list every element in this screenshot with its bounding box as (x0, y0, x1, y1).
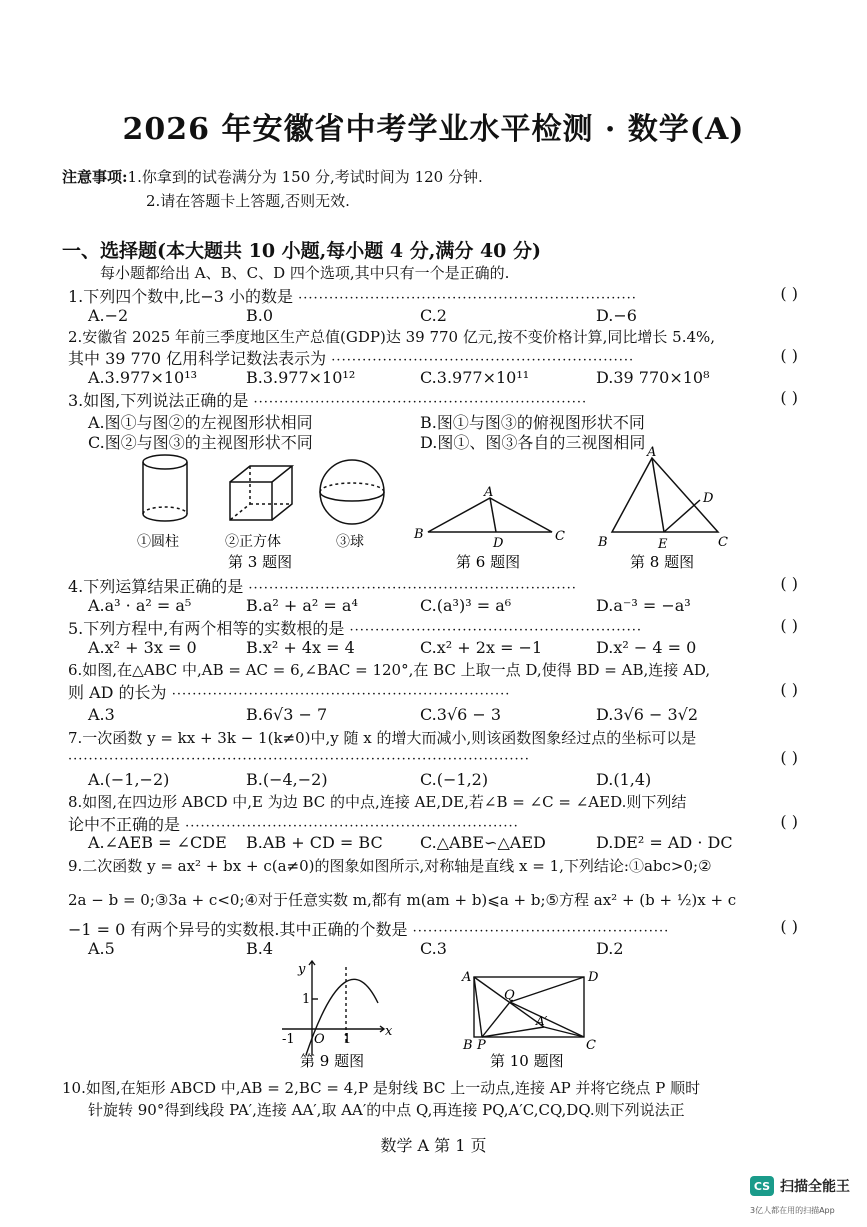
q2-option-c: C.3.977×10¹¹ (420, 368, 530, 387)
rectangle-fig10 (474, 977, 584, 1037)
q6-option-b: B.6√3 − 7 (246, 705, 328, 724)
fig10-label-a: A (462, 970, 472, 985)
caption-fig8: 第 8 题图 (630, 553, 695, 571)
notice-label: 注意事项: (62, 168, 128, 186)
watermark-text: 扫描全能王 (780, 1179, 850, 1195)
fig6-label-b: B (414, 527, 424, 542)
q6-option-d: D.3√6 − 3√2 (596, 705, 699, 724)
q9-stem-2: 2a − b = 0;③3a + c<0;④对于任意实数 m,都有 m(am + b)⩽a + b;⑤方程 ax² + (b + ½)x + c (68, 891, 737, 909)
q5-stem: 5.下列方程中,有两个相等的实数根的是 (68, 619, 345, 638)
q1-option-b: B.0 (246, 306, 274, 325)
q3-stem-line: 3.如图,下列说法正确的是 ································································· ( ) (68, 388, 798, 410)
q5-option-d: D.x² − 4 = 0 (596, 638, 697, 657)
q5-stem-line: 5.下列方程中,有两个相等的实数根的是 ························································· ( ) (68, 616, 798, 638)
q9-option-b: B.4 (246, 939, 274, 958)
q8-answer-paren: ( ) (780, 812, 798, 831)
q9-stem-1: 9.二次函数 y = ax² + bx + c(a≠0)的图象如图所示,对称轴是直线 x = 1,下列结论:①abc>0;② (68, 857, 712, 875)
notice-item-1: 1.你拿到的试卷满分为 150 分,考试时间为 120 分钟. (127, 168, 483, 186)
q7-option-a: A.(−1,−2) (88, 770, 170, 789)
fig10-label-d: D (588, 970, 599, 985)
graph-y-one: 1 (302, 992, 311, 1007)
section-instruction: 每小题都给出 A、B、C、D 四个选项,其中只有一个是正确的. (100, 264, 510, 282)
q9-answer-paren: ( ) (780, 917, 798, 936)
q3-answer-paren: ( ) (780, 388, 798, 407)
q2-stem-line: 其中 39 770 亿用科学记数法表示为 ··························································· ( ) (68, 346, 798, 368)
q2-option-d: D.39 770×10⁸ (596, 368, 710, 387)
q2-option-b: B.3.977×10¹² (246, 368, 356, 387)
q1-stem-line: 1.下列四个数中,比−3 小的数是 ·································································· ( ) (68, 284, 798, 306)
q2-option-a: A.3.977×10¹³ (88, 368, 198, 387)
q5-option-a: A.x² + 3x = 0 (88, 638, 197, 657)
q5-option-c: C.x² + 2x = −1 (420, 638, 543, 657)
caption-fig3: 第 3 题图 (228, 553, 293, 571)
notice-item-2: 2.请在答题卡上答题,否则无效. (146, 192, 350, 210)
fig10-label-b: B (463, 1038, 473, 1053)
q6-options (0, 705, 867, 725)
q9-option-c: C.3 (420, 939, 447, 958)
sphere-figure (320, 460, 384, 524)
q8-stem-line: 论中不正确的是 ································································· ( ) (68, 812, 798, 834)
q4-options (0, 596, 867, 616)
fig10-label-a-prime: A′ (536, 1014, 548, 1028)
q6-stem-2: 则 AD 的长为 (68, 683, 167, 702)
graph-x-label: x (385, 1024, 393, 1039)
figure-row-1 (0, 446, 867, 576)
graph-x-one: 1 (343, 1032, 352, 1047)
q2-stem-2: 其中 39 770 亿用科学记数法表示为 (68, 349, 327, 368)
page-footer: 数学 A 第 1 页 (380, 1136, 487, 1155)
caption-fig6: 第 6 题图 (456, 553, 521, 571)
q3-stem: 3.如图,下列说法正确的是 (68, 391, 249, 410)
triangle-fig6 (428, 498, 552, 532)
cs-logo-icon: CS (750, 1176, 774, 1196)
fig8-label-d: D (703, 491, 714, 506)
label-cube: ②正方体 (225, 534, 281, 550)
q6-option-a: A.3 (88, 705, 115, 724)
q4-option-a: A.a³ · a² = a⁵ (88, 596, 192, 615)
q9-stem-line: −1 = 0 有两个异号的实数根.其中正确的个数是 ·················································· ( ) (68, 917, 798, 939)
q1-stem: 1.下列四个数中,比−3 小的数是 (68, 287, 294, 306)
q7-option-b: B.(−4,−2) (246, 770, 328, 789)
q8-option-c: C.△ABE∽△AED (420, 833, 546, 852)
graph-neg-one: -1 (282, 1032, 295, 1047)
q5-options (0, 638, 867, 658)
q7-answer-paren: ( ) (780, 748, 798, 767)
fig8-label-b: B (598, 535, 608, 550)
q8-options (0, 833, 867, 853)
q8-option-b: B.AB + CD = BC (246, 833, 383, 852)
q5-option-b: B.x² + 4x = 4 (246, 638, 355, 657)
page-title: 2026 年安徽省中考学业水平检测 · 数学(A) (122, 112, 745, 147)
q4-option-d: D.a⁻³ = −a³ (596, 596, 691, 615)
graph-origin: O (314, 1032, 325, 1047)
figure-row-2 (0, 955, 867, 1075)
label-sphere: ③球 (336, 534, 364, 550)
q8-option-a: A.∠AEB = ∠CDE (88, 833, 227, 852)
q9-option-d: D.2 (596, 939, 624, 958)
q5-answer-paren: ( ) (780, 616, 798, 635)
fig6-label-c: C (555, 529, 565, 544)
q10-stem-2: 针旋转 90°得到线段 PA′,连接 AA′,取 AA′的中点 Q,再连接 PQ,A′C,CQ,DQ.则下列说法正 (88, 1101, 685, 1119)
q3-option-d: D.图①、图③各自的三视图相同 (420, 433, 646, 452)
q7-options (0, 770, 867, 790)
watermark-subtext: 3亿人都在用的扫描App (750, 1206, 835, 1215)
q3-option-c: C.图②与图③的主视图形状不同 (88, 433, 313, 452)
q6-stem-line: 则 AD 的长为 ·································································· ( ) (68, 680, 798, 702)
q4-option-b: B.a² + a² = a⁴ (246, 596, 358, 615)
q4-option-c: C.(a³)³ = a⁶ (420, 596, 512, 615)
cylinder-figure (143, 455, 187, 521)
q6-option-c: C.3√6 − 3 (420, 705, 502, 724)
q7-stem: 7.一次函数 y = kx + 3k − 1(k≠0)中,y 随 x 的增大而减小,则该函数图象经过点的坐标可以是 (68, 729, 697, 747)
q8-option-d: D.DE² = AD · DC (596, 833, 733, 852)
q6-answer-paren: ( ) (780, 680, 798, 699)
q7-paren-line: ·························································································· ( ) (68, 748, 798, 767)
fig8-label-a: A (647, 446, 657, 460)
fig10-label-p: P (477, 1038, 486, 1053)
caption-fig10: 第 10 题图 (490, 1052, 564, 1070)
q1-option-a: A.−2 (88, 306, 129, 325)
q1-option-d: D.−6 (596, 306, 637, 325)
caption-fig9: 第 9 题图 (300, 1052, 365, 1070)
q10-stem-1: 10.如图,在矩形 ABCD 中,AB = 2,BC = 4,P 是射线 BC 上一动点,连接 AP 并将它绕点 P 顺时 (62, 1079, 701, 1097)
label-cylinder: ①圆柱 (137, 534, 179, 550)
q1-options (0, 306, 867, 326)
q7-option-c: C.(−1,2) (420, 770, 489, 789)
fig6-label-d: D (493, 536, 504, 551)
cube-figure (230, 466, 292, 520)
fig6-label-a: A (484, 485, 494, 500)
q9-option-a: A.5 (88, 939, 115, 958)
q4-stem-line: 4.下列运算结果正确的是 ································································ ( ) (68, 574, 798, 596)
q1-answer-paren: ( ) (780, 284, 798, 303)
q7-option-d: D.(1,4) (596, 770, 652, 789)
q3-option-b: B.图①与图③的俯视图形状不同 (420, 413, 645, 432)
q3-option-a: A.图①与图②的左视图形状相同 (88, 413, 313, 432)
q2-stem-1: 2.安徽省 2025 年前三季度地区生产总值(GDP)达 39 770 亿元,按不变价格计算,同比增长 5.4%, (68, 328, 716, 346)
scanner-watermark (750, 1176, 850, 1196)
q4-answer-paren: ( ) (780, 574, 798, 593)
q2-answer-paren: ( ) (780, 346, 798, 365)
q9-stem-3: −1 = 0 有两个异号的实数根.其中正确的个数是 (68, 920, 408, 939)
q4-stem: 4.下列运算结果正确的是 (68, 577, 244, 596)
q2-options (0, 368, 867, 388)
graph-y-label: y (298, 962, 306, 977)
q1-option-c: C.2 (420, 306, 447, 325)
fig10-label-q: Q (504, 988, 515, 1003)
fig10-label-c: C (586, 1038, 596, 1053)
fig8-label-c: C (718, 535, 728, 550)
q8-stem-1: 8.如图,在四边形 ABCD 中,E 为边 BC 的中点,连接 AE,DE,若∠B = ∠C = ∠AED.则下列结 (68, 793, 687, 811)
q8-stem-2: 论中不正确的是 (68, 815, 181, 834)
fig8-label-e: E (658, 537, 668, 552)
q6-stem-1: 6.如图,在△ABC 中,AB = AC = 6,∠BAC = 120°,在 BC 上取一点 D,使得 BD = AB,连接 AD, (68, 661, 711, 679)
notice-line-1 (62, 166, 483, 187)
section-heading: 一、选择题(本大题共 10 小题,每小题 4 分,满分 40 分) (62, 240, 541, 262)
